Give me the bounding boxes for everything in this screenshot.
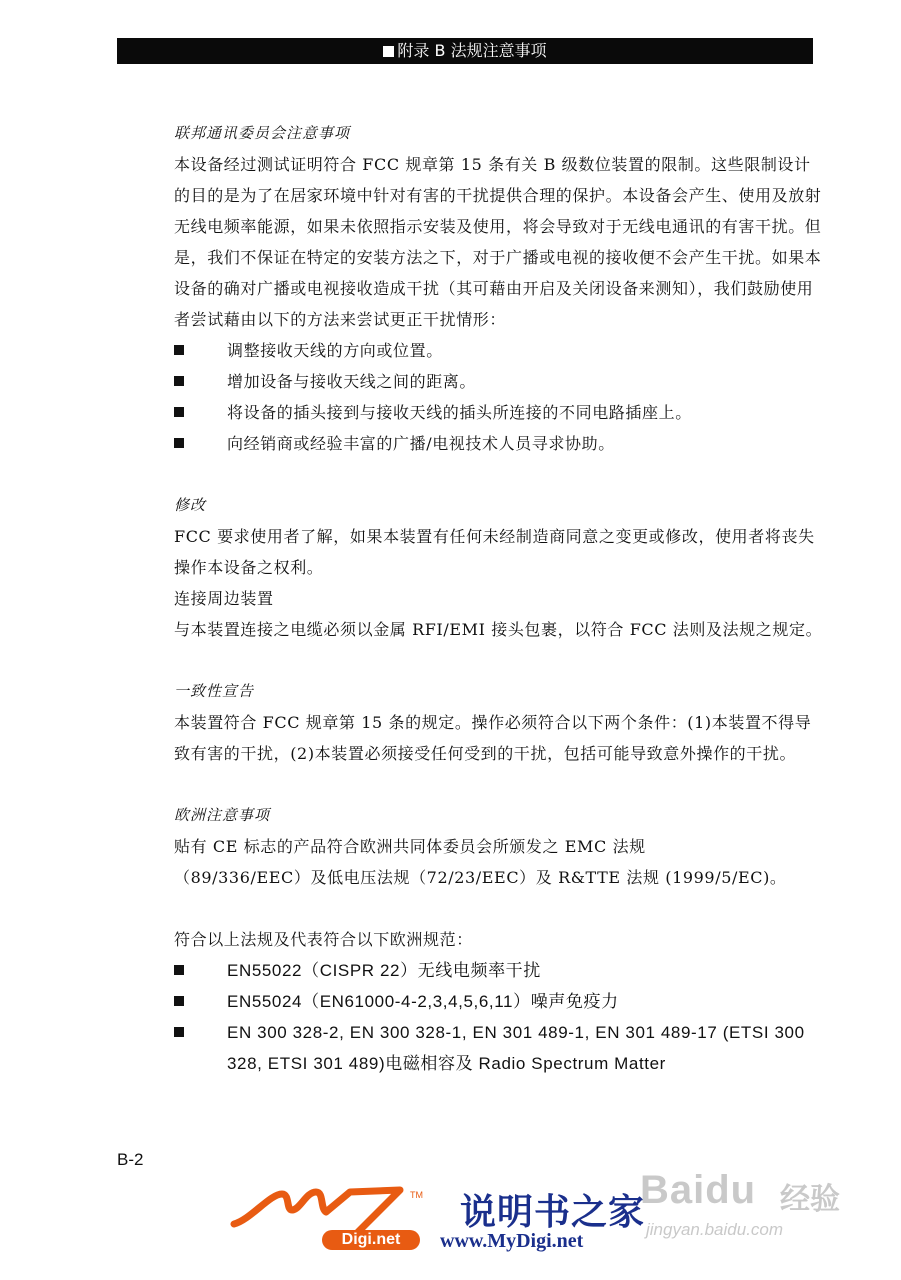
list-item: 增加设备与接收天线之间的距离。 — [174, 366, 824, 397]
list-item: EN55022（CISPR 22）无线电频率干扰 — [174, 955, 824, 986]
header-square-icon — [383, 46, 394, 57]
bullet-square-icon — [174, 407, 184, 417]
baidu-watermark-url: jingyan.baidu.com — [646, 1220, 784, 1239]
europe-heading: 欧洲注意事项 — [174, 806, 271, 824]
bullet-square-icon — [174, 1027, 184, 1037]
europe-paragraph-line1: 贴有 CE 标志的产品符合欧洲共同体委员会所颁发之 EMC 法规 — [174, 837, 646, 856]
standards-intro: 符合以上法规及代表符合以下欧洲规范： — [174, 930, 473, 949]
peripherals-heading: 连接周边装置 — [174, 589, 274, 608]
trademark-mark: TM — [410, 1190, 423, 1200]
baidu-watermark-logo: Baidu — [640, 1168, 757, 1212]
bullet-square-icon — [174, 376, 184, 386]
bullet-square-icon — [174, 965, 184, 975]
peripherals-paragraph: 与本装置连接之电缆必须以金属 RFI/EMI 接头包裹，以符合 FCC 法则及法规之规定。 — [174, 620, 823, 639]
bullet-square-icon — [174, 996, 184, 1006]
baidu-watermark — [640, 1160, 870, 1250]
baidu-watermark-cn: 经验 — [780, 1182, 840, 1217]
manual-home-logo-text: 说明书之家 — [460, 1192, 646, 1233]
mydigi-logo — [230, 1180, 670, 1260]
modify-paragraph: FCC 要求使用者了解，如果本装置有任何未经制造商同意之变更或修改，使用者将丧失操作本设备之权利。 — [174, 527, 815, 577]
europe-paragraph-line2: （89/336/EEC）及低电压法规（72/23/EEC）及 R&TTE 法规 (1999/5/EC)。 — [174, 868, 787, 887]
list-item: 将设备的插头接到与接收天线的插头所连接的不同电路插座上。 — [174, 397, 824, 428]
list-item: 向经销商或经验丰富的广播/电视技术人员寻求协助。 — [174, 428, 824, 459]
list-item: 调整接收天线的方向或位置。 — [174, 335, 824, 366]
fcc-bullet-list — [174, 335, 824, 459]
digi-net-badge: Digi.net — [322, 1230, 420, 1250]
fcc-paragraph: 本设备经过测试证明符合 FCC 规章第 15 条有关 B 级数位装置的限制。这些限制设计的目的是为了在居家环境中针对有害的干扰提供合理的保护。本设备会产生、使用及放射无线电频率能源，如果未依照指示安装及使用，将会导致对于无线电通讯的有害干扰。但是，我们不保证在特定的安装方法之下，对于广播或电视的接收便不会产生干扰。如果本设备的确对广播或电视接收造成干扰（其可藉由开启及关闭设备来测知），我们鼓励使用者尝试藉由以下的方法来尝试更正干扰情形： — [174, 155, 822, 329]
bullet-square-icon — [174, 345, 184, 355]
modify-heading: 修改 — [174, 496, 207, 514]
page-number: B-2 — [117, 1150, 144, 1169]
chapter-header — [117, 38, 813, 64]
chapter-title: 附录 B 法规注意事项 — [397, 41, 547, 60]
page-content — [174, 118, 824, 1079]
bullet-square-icon — [174, 438, 184, 448]
fcc-heading: 联邦通讯委员会注意事项 — [174, 124, 351, 142]
conformity-heading: 一致性宣告 — [174, 682, 255, 700]
list-item: EN55024（EN61000-4-2,3,4,5,6,11）噪声免疫力 — [174, 986, 824, 1017]
conformity-paragraph: 本装置符合 FCC 规章第 15 条的规定。操作必须符合以下两个条件：(1)本装置不得导致有害的干扰，(2)本装置必须接受任何受到的干扰，包括可能导致意外操作的干扰。 — [174, 713, 812, 763]
mydigi-url: www.MyDigi.net — [440, 1230, 584, 1252]
list-item: EN 300 328-2, EN 300 328-1, EN 301 489-1, EN 301 489-17 (ETSI 300 328, ETSI 301 489)电磁相容及 Radio Spectrum Matter — [174, 1017, 824, 1079]
standards-list — [174, 955, 824, 1079]
